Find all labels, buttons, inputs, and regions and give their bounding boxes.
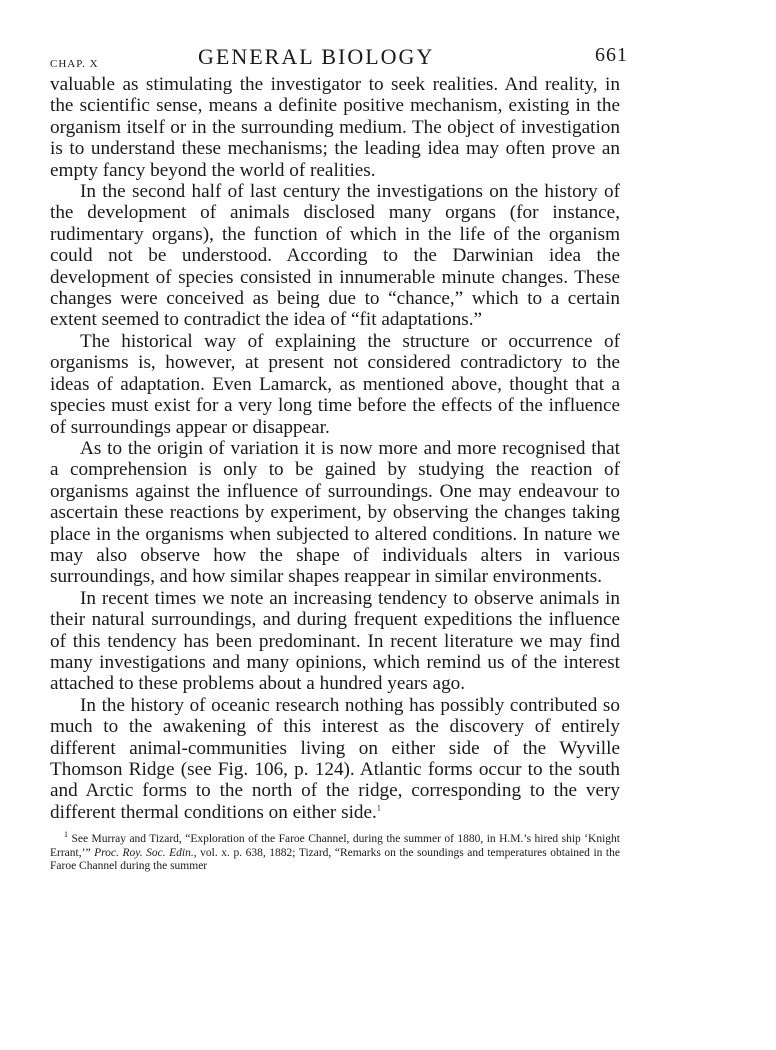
running-title: GENERAL BIOLOGY xyxy=(198,44,435,69)
footnote-text-2: , vol. x. p. 638, 1882; Tizard, “Remarks on the soundings and temperatures obtained in the Faroe Channel during the summer xyxy=(50,846,620,873)
paragraph-6-text: In the history of oceanic research nothing has possibly contributed so much to the awakening of this interest as the discovery of entirely different animal-communities living on either side of the Wyville Thomson Ridge (see Fig. 106, p. 124). Atlantic forms occur to the south and Arctic forms to the north of the ridge, corresponding to the very different thermal conditions on either side. xyxy=(50,694,620,823)
page-number: 661 xyxy=(595,44,628,66)
paragraph-3: The historical way of explaining the structure or occurrence of organisms is, however, at present not considered contradictory to the ideas of adaptation. Even Lamarck, as mentioned above, thought that a species must exist for a very long time before the effects of the influence of surroundings appear or disappear. xyxy=(50,330,620,438)
book-page xyxy=(50,38,628,874)
footnote-journal: Proc. Roy. Soc. Edin. xyxy=(94,846,194,859)
footnote xyxy=(50,830,620,874)
paragraph-1: valuable as stimulating the investigator to seek realities. And reality, in the scientific sense, means a definite positive mechanism, existing in the organism itself or in the surrounding medium. The object of investigation is to understand these mechanisms; the leading idea may often prove an empty fancy beyond the world of realities. xyxy=(50,74,620,181)
chapter-label: CHAP. X xyxy=(50,58,99,70)
paragraph-4: As to the origin of variation it is now more and more recognised that a comprehension is only to be gained by studying the reaction of organisms against the influence of surroundings. One may endeavour to ascertain these reactions by experiment, by observing the changes taking place in the organisms when subjected to altered conditions. In nature we may also observe how the shape of individuals alters in various surroundings, and how similar shapes reappear in similar environments. xyxy=(50,437,620,588)
paragraph-2: In the second half of last century the investigations on the history of the development of animals disclosed many organs (for instance, rudimentary organs), the function of which in the life of the organism could not be understood. According to the Darwinian idea the development of species consisted in innumerable minute changes. These changes were conceived as being due to “chance,” which to a certain extent seemed to contradict the idea of “fit adaptations.” xyxy=(50,181,620,331)
footnote-marker: 1 xyxy=(64,830,68,840)
footnote-reference: 1 xyxy=(376,803,381,813)
paragraph-5: In recent times we note an increasing tendency to observe animals in their natural surroundings, and during frequent expeditions the influence of this tendency has been predominant. In recent literature we may find many investigations and many opinions, which remind us of the interest attached to these problems about a hundred years ago. xyxy=(50,587,620,695)
page-header xyxy=(50,38,628,70)
paragraph-6 xyxy=(50,695,620,823)
body-text xyxy=(50,74,620,823)
footnote-text-1: See Murray and Tizard, “Exploration of the Faroe Channel, during the summer of 1880, in H.M.’s hired ship ‘Knight Errant,’” xyxy=(50,833,620,859)
